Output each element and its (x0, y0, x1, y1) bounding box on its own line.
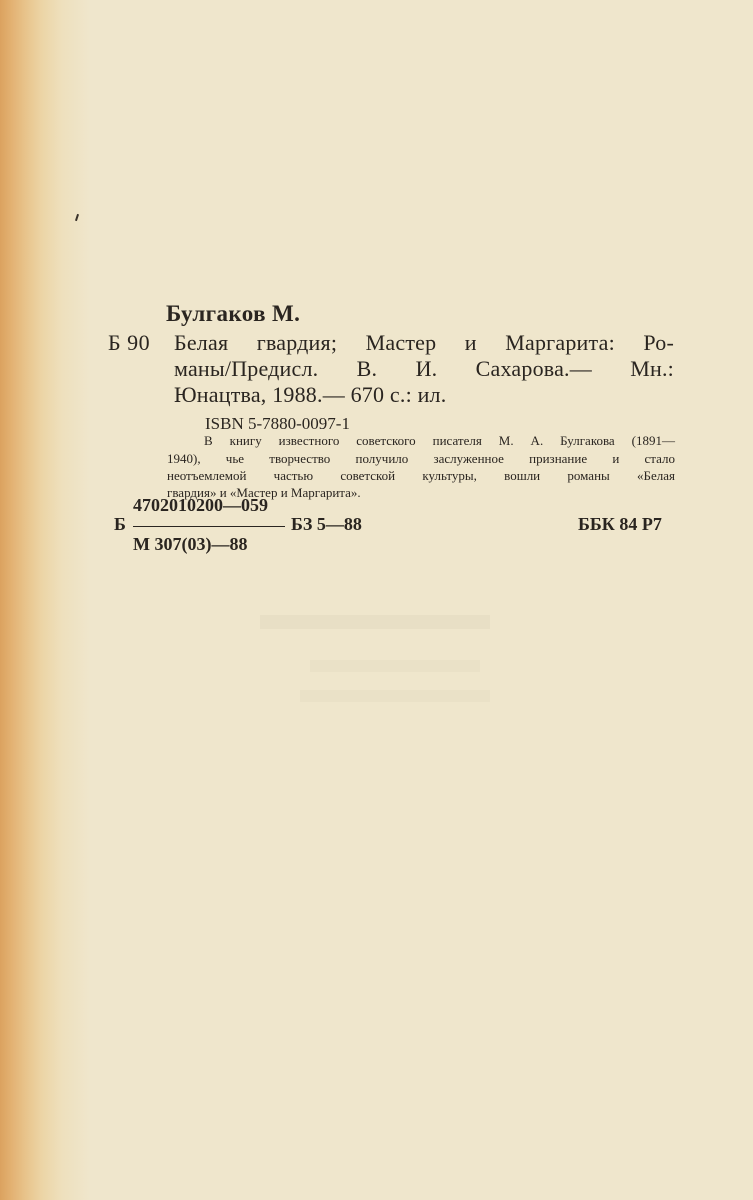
shelf-code: Б 90 (108, 330, 151, 355)
show-through-mark (310, 660, 480, 672)
isbn: ISBN 5-7880-0097-1 (205, 414, 350, 433)
index-letter: Б (114, 514, 126, 534)
plan-code: БЗ 5—88 (291, 514, 362, 534)
annotation-line: 1940), чье творчество получило заслуженное признание и стало (167, 451, 675, 466)
index-number-top: 4702010200—059 (133, 495, 268, 515)
description-line: Юнацтва, 1988.— 670 с.: ил. (174, 382, 447, 407)
annotation-line: неотъемлемой частью советской культуры, вошли романы «Белая (167, 468, 675, 483)
show-through-mark (260, 615, 490, 629)
index-fraction-rule (133, 526, 285, 527)
ink-speck (75, 214, 79, 221)
index-number-bottom: М 307(03)—88 (133, 534, 248, 554)
annotation-line: гвардия» и «Мастер и Маргарита». (167, 485, 361, 500)
annotation-line: В книгу известного советского писателя М. А. Булгакова (1891— (204, 433, 675, 448)
show-through-mark (300, 690, 490, 702)
description-line: маны/Предисл. В. И. Сахарова.— Мн.: (174, 356, 674, 381)
description-line: Белая гвардия; Мастер и Маргарита: Ро- (174, 330, 674, 355)
bbk-classification: ББК 84 Р7 (578, 514, 662, 534)
author-name: Булгаков М. (166, 301, 301, 326)
